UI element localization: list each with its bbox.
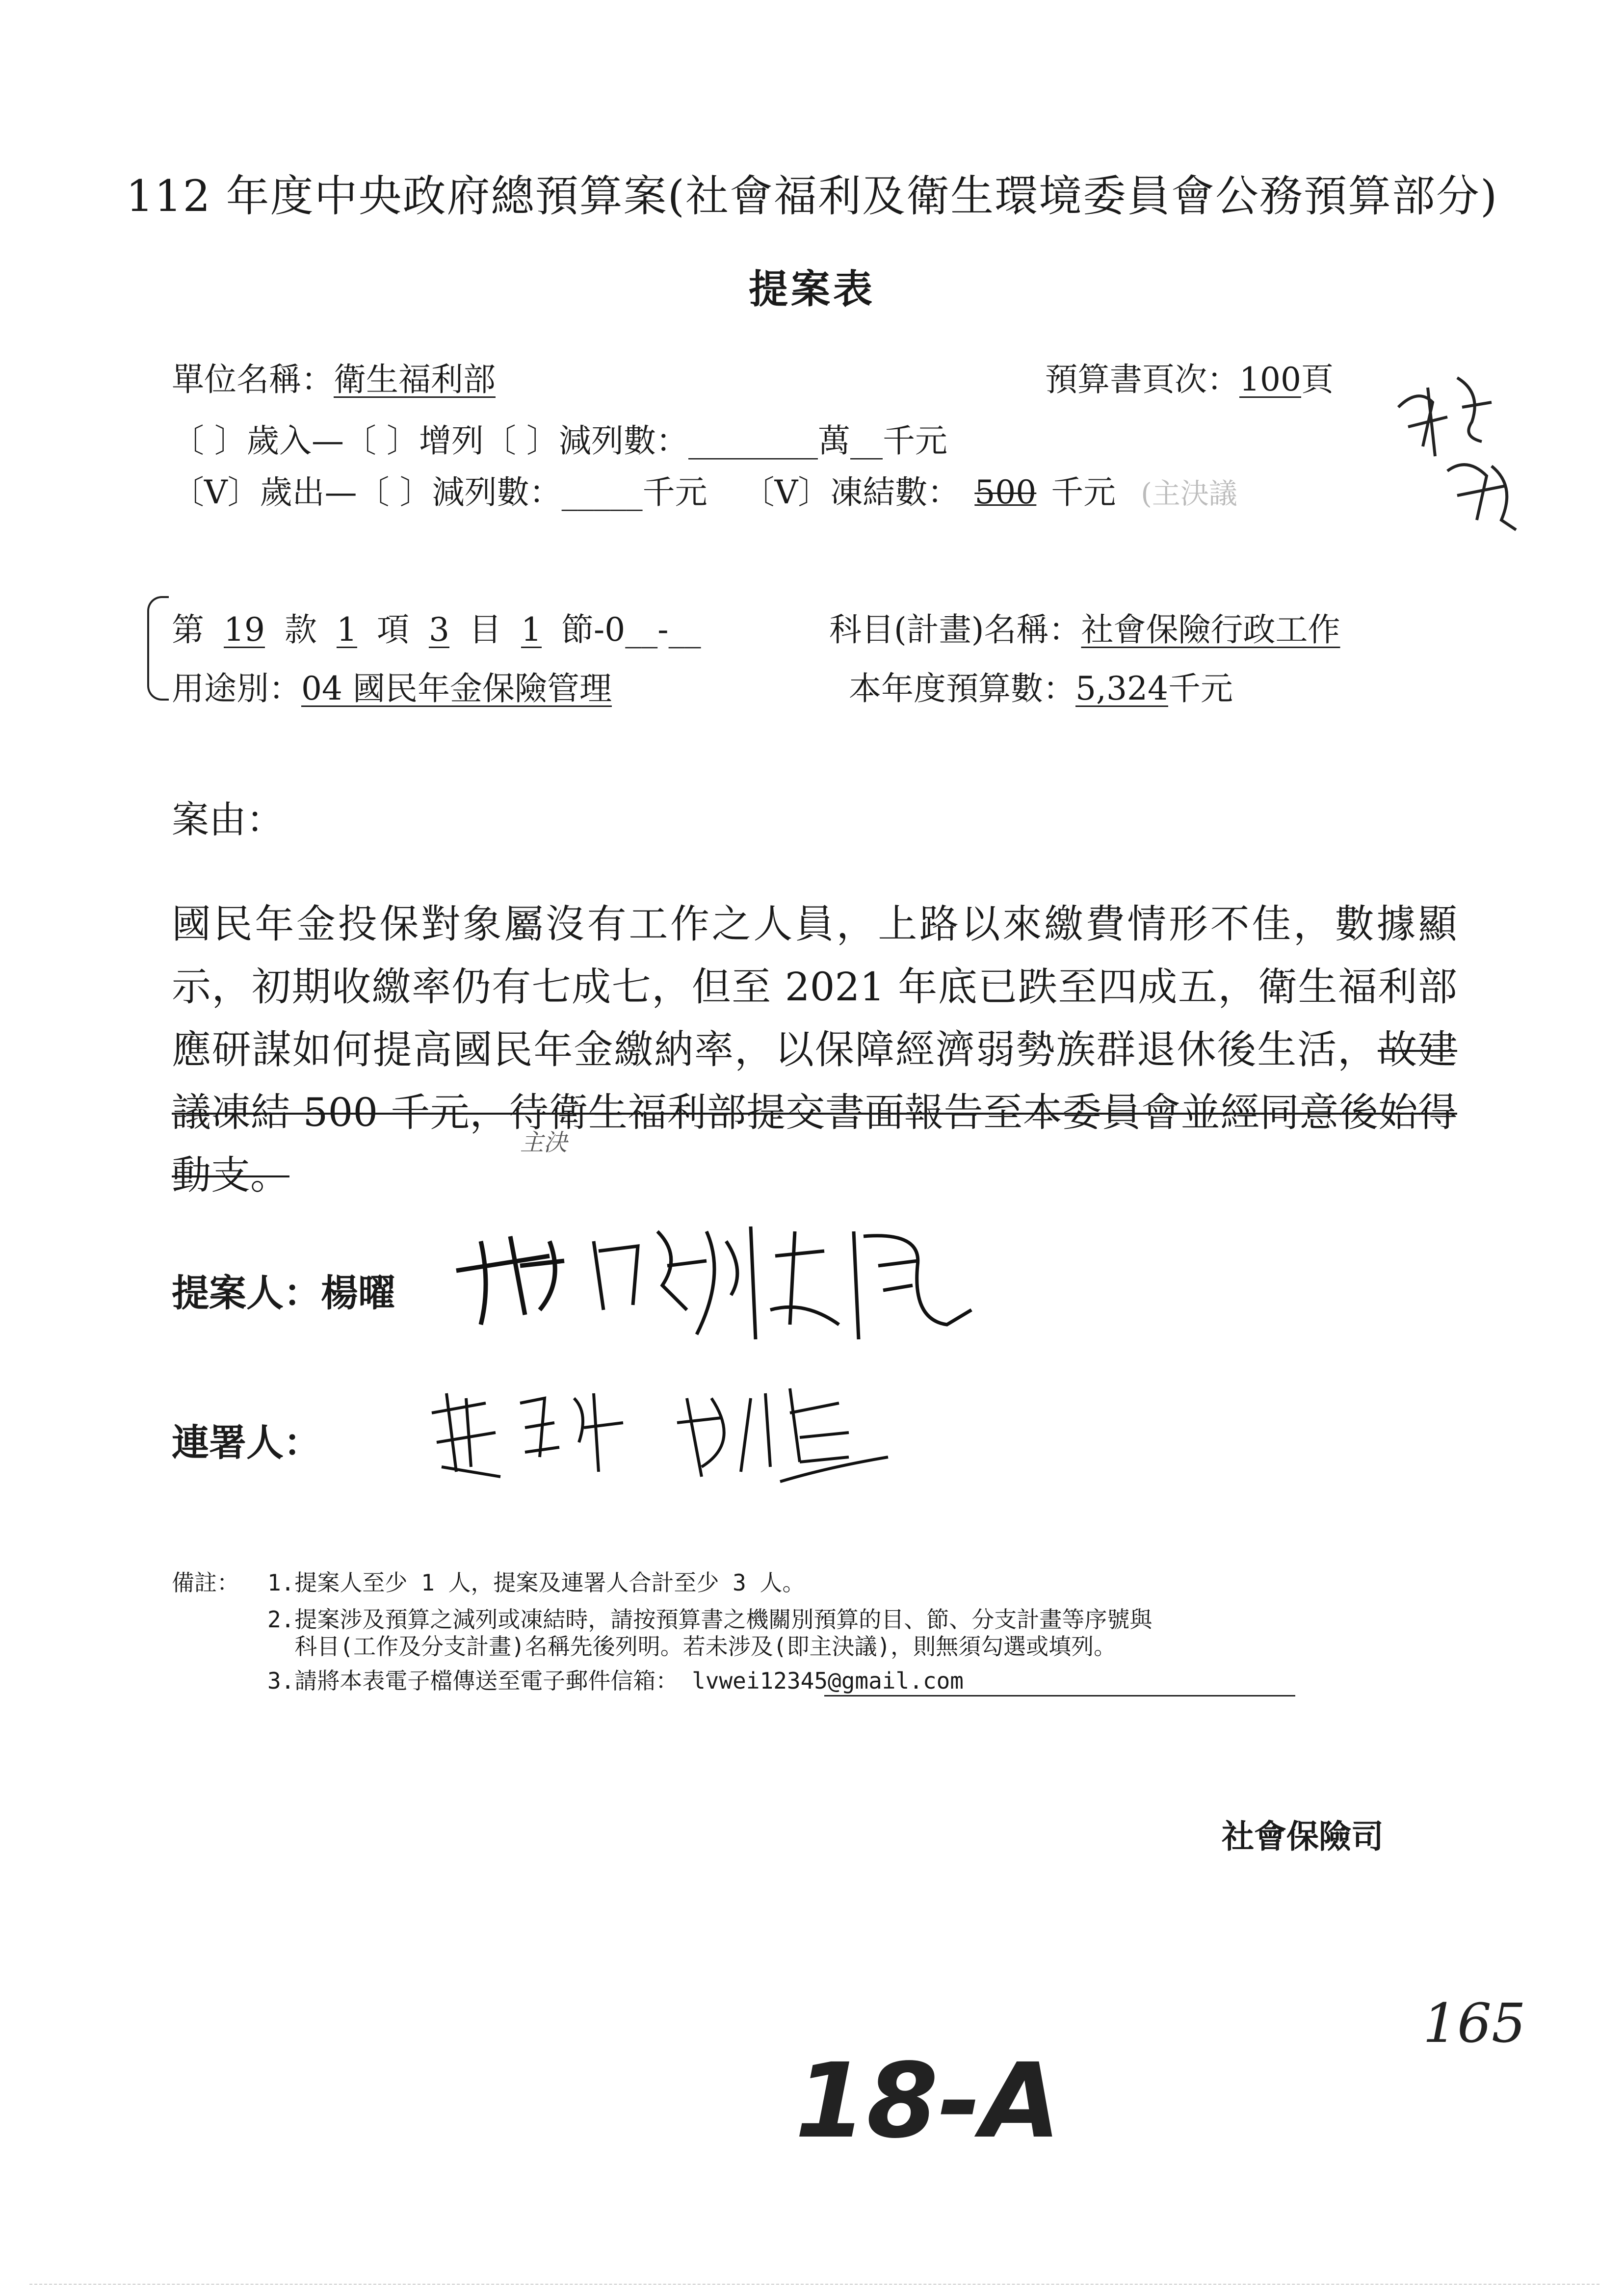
item-rest: -0__-__ xyxy=(593,611,701,649)
expense-text: 〔V〕歲出—〔 〕減列數： xyxy=(172,473,562,511)
note-2: 2.提案涉及預算之減列或凍結時，請按預算書之機關別預算的目、節、分支計畫等序號與 xyxy=(267,1606,1153,1633)
revenue-text: 〔 〕歲入—〔 〕增列〔 〕減列數： xyxy=(172,422,688,460)
budget-value: 5,324 xyxy=(1075,670,1168,707)
form-code: 18-A xyxy=(795,2041,1061,2161)
cosigner-signatures xyxy=(427,1383,1016,1491)
notes-label: 備註： xyxy=(172,1569,239,1596)
proposer-label: 提案人： xyxy=(172,1271,321,1315)
item-line xyxy=(172,603,701,650)
department-label: 社會保險司 xyxy=(1222,1817,1384,1855)
item-prefix: 第 xyxy=(172,611,204,649)
handwritten-initials xyxy=(1388,358,1536,545)
unit-row xyxy=(172,353,496,400)
mu-label: 目 xyxy=(469,611,501,649)
unit-label: 單位名稱： xyxy=(172,361,334,398)
jie-label: 節 xyxy=(561,611,594,649)
budget-label: 本年度預算數： xyxy=(849,670,1075,707)
resolution-stamp: (主決議 xyxy=(1141,477,1237,510)
revenue-unit-qian: 千元 xyxy=(882,422,947,460)
proposer-row xyxy=(172,1263,395,1317)
usage-value: 04 國民年金保險管理 xyxy=(301,670,612,707)
freeze-label: 〔V〕凍結數： xyxy=(742,473,960,511)
revenue-unit-wan: 萬 xyxy=(817,422,850,460)
expense-blank: _____ xyxy=(561,473,643,511)
usage-row xyxy=(172,662,612,709)
xiang-value: 1 xyxy=(336,611,357,649)
expense-unit: 千元 xyxy=(642,473,707,511)
page-ref-row xyxy=(1045,353,1334,400)
xiang-label: 項 xyxy=(376,611,409,649)
case-label: 案由： xyxy=(172,798,284,841)
email-underline xyxy=(824,1695,1295,1696)
freeze-unit: 千元 xyxy=(1051,473,1116,511)
item-bracket xyxy=(147,596,169,701)
case-text: 國民年金投保對象屬沒有工作之人員，上路以來繳費情形不佳，數據顯示，初期收繳率仍有七成七，但至 2021 年底已跌至四成五，衛生福利部應研謀如何提高國民年金繳納率，以保障經濟弱勢族群退休後生活， xyxy=(172,901,1457,1072)
budget-unit: 千元 xyxy=(1168,670,1233,707)
kuan-label: 款 xyxy=(284,611,317,649)
mu-value: 3 xyxy=(428,611,449,649)
page-ref-value: 100 xyxy=(1239,361,1301,398)
page-ref-label: 預算書頁次： xyxy=(1045,361,1239,398)
subject-value: 社會保險行政工作 xyxy=(1081,611,1340,649)
proposer-signatures xyxy=(451,1212,1040,1359)
form-subtitle: 提案表 xyxy=(749,266,875,312)
note-1: 1.提案人至少 1 人，提案及連署人合計至少 3 人。 xyxy=(267,1569,805,1596)
page-title: 112 年度中央政府總預算案(社會福利及衛生環境委員會公務預算部分) xyxy=(126,171,1498,221)
jie-value: 1 xyxy=(521,611,542,649)
usage-label: 用途別： xyxy=(172,670,301,707)
unit-value: 衛生福利部 xyxy=(334,361,496,398)
scan-edge xyxy=(29,2284,1599,2285)
revenue-blank-2: __ xyxy=(850,422,883,460)
expense-line xyxy=(172,466,1237,513)
subject-row xyxy=(829,603,1340,650)
case-body xyxy=(172,893,1457,1207)
revenue-line xyxy=(172,415,947,461)
handwritten-note: 主決 xyxy=(520,1129,568,1156)
page-ref-suffix: 頁 xyxy=(1301,361,1334,398)
proposer-name: 楊曜 xyxy=(321,1271,395,1315)
freeze-value: 500 xyxy=(974,473,1037,511)
cosigner-label: 連署人： xyxy=(172,1421,321,1464)
revenue-blank: ________ xyxy=(688,422,818,460)
note-2-cont: 科目(工作及分支計畫)名稱先後列明。若未涉及(即主決議)，則無須勾選或填列。 xyxy=(267,1633,1117,1660)
note-3: 3.請將本表電子檔傳送至電子郵件信箱： lvwei12345@gmail.com xyxy=(267,1668,964,1694)
subject-label: 科目(計畫)名稱： xyxy=(829,611,1081,649)
page-number: 165 xyxy=(1423,1992,1526,2055)
kuan-value: 19 xyxy=(224,611,265,649)
case-text-struck: 故建議凍結 500 千元，待衛生福利部提交書面報告至本委員會並經同意後始得動支。 xyxy=(172,1027,1457,1198)
budget-row xyxy=(849,662,1233,709)
